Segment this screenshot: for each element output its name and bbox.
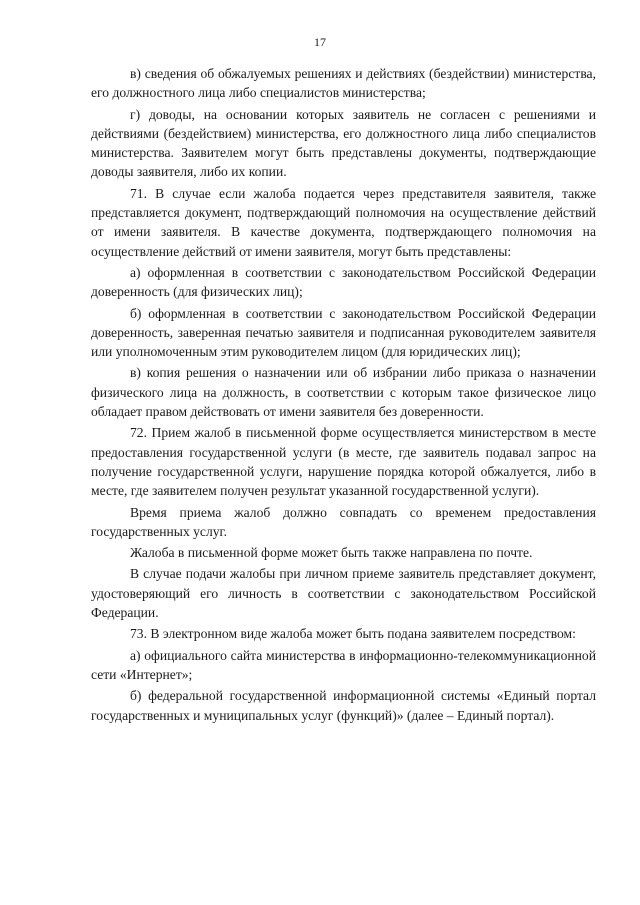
paragraph-clause-72: 72. Прием жалоб в письменной форме осуществляется министерством в месте предоставления государственной услуги (в месте, где заявитель подавал запрос на получение государственной услуги, нарушение порядка которой обжалуется, либо в месте, где заявителем получен результат указанной государственной услуги). [91, 425, 596, 499]
paragraph-clause-71-item-a: а) оформленная в соответствии с законодательством Российской Федерации доверенность (для физических лиц); [91, 264, 596, 300]
paragraph-clause-71: 71. В случае если жалоба подается через представителя заявителя, также представляется документ, подтверждающий полномочия на осуществление действий от имени заявителя. В качестве документа, подтверждающего полномочия на осуществление действий от имени заявителя, могут быть представлены: [91, 185, 596, 259]
document-body [91, 64, 596, 725]
page-number: 17 [314, 35, 326, 49]
paragraph-personal-reception: В случае подачи жалобы при личном приеме заявитель представляет документ, удостоверяющий его личность в соответствии с законодательством Российской Федерации. [91, 566, 596, 621]
paragraph-clause-71-item-b: б) оформленная в соответствии с законодательством Российской Федерации доверенность, заверенная печатью заявителя и подписанная руководителем заявителя или уполномоченным этим руководителем лицом (для юридических лиц); [91, 305, 596, 360]
paragraph-complaint-item-v: в) сведения об обжалуемых решениях и действиях (бездействии) министерства, его должностного лица либо специалистов министерства; [91, 66, 596, 101]
paragraph-clause-73-item-b: б) федеральной государственной информационной системы «Единый портал государственных и муниципальных услуг (функций)» (далее – Единый портал). [91, 688, 596, 723]
paragraph-clause-73: 73. В электронном виде жалоба может быть подана заявителем посредством: [130, 626, 576, 642]
paragraph-reception-time: Время приема жалоб должно совпадать со временем предоставления государственных услуг. [91, 504, 596, 539]
paragraph-postal-complaint: Жалоба в письменной форме может быть также направлена по почте. [130, 545, 533, 561]
paragraph-complaint-item-g: г) доводы, на основании которых заявитель не согласен с решениями и действиями (бездействием) министерства, его должностного лица либо специалистов министерства. Заявителем могут быть представлены документы, подтверждающие доводы заявителя, либо их копии. [91, 106, 596, 180]
paragraph-clause-73-item-a: а) официального сайта министерства в информационно-телекоммуникационной сети «Интернет»; [91, 647, 596, 682]
paragraph-clause-71-item-v: в) копия решения о назначении или об избрании либо приказа о назначении физического лица на должность, в соответствии с которым такое физическое лицо обладает правом действовать от имени заявителя без доверенности. [91, 365, 596, 420]
